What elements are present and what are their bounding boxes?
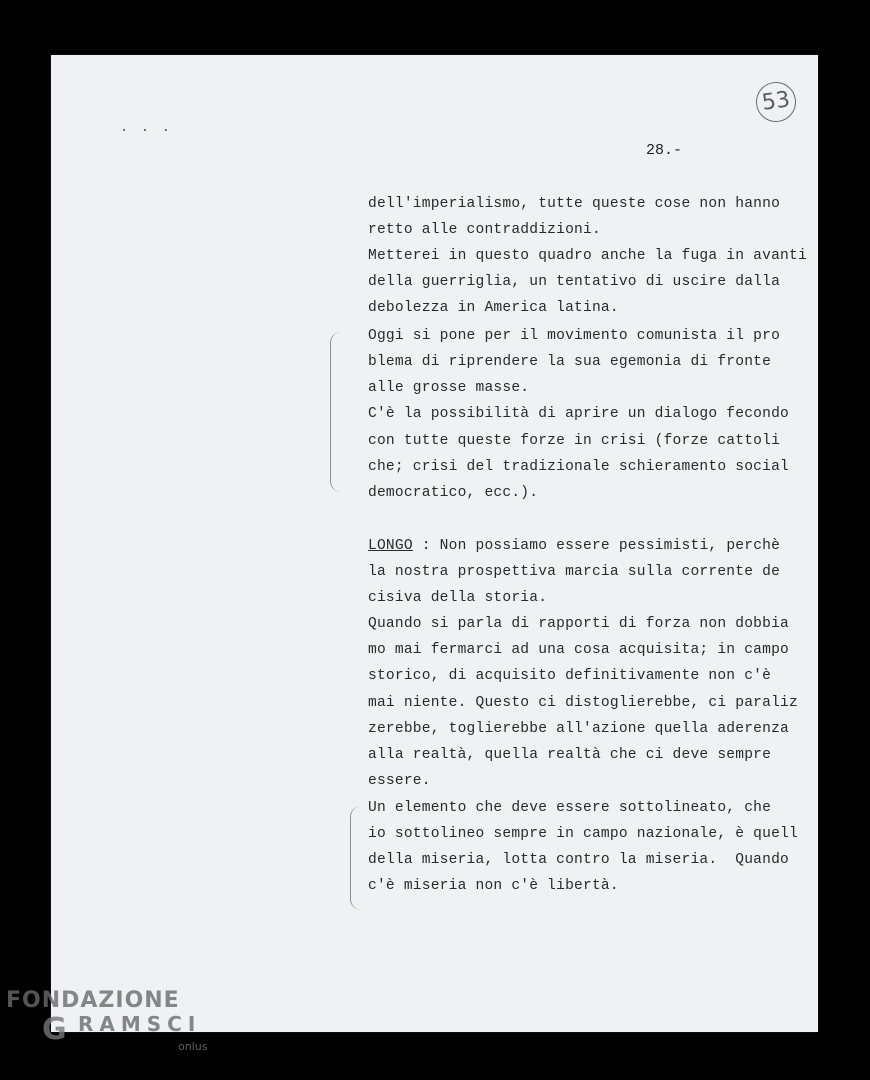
watermark-line1: FONDAZIONE (6, 988, 180, 1013)
archive-number-stamp: 53 (753, 79, 798, 124)
body-line: mai niente. Questo ci distoglierebbe, ci paraliz (368, 695, 798, 711)
fondazione-gramsci-watermark (6, 988, 208, 1053)
corner-marks: . . . (120, 120, 173, 136)
body-line: dell'imperialismo, tutte queste cose non hanno (368, 196, 781, 212)
page-number: 28.- (646, 142, 683, 159)
body-line: io sottolineo sempre in campo nazionale, è quell (368, 826, 798, 842)
body-line: alle grosse masse. (368, 380, 530, 396)
body-line: Oggi si pone per il movimento comunista il pro (368, 328, 781, 344)
watermark-line2: RAMSCI (78, 1012, 202, 1036)
body-line: zerebbe, toglierebbe all'azione quella aderenza (368, 721, 790, 737)
body-line: Quando si parla di rapporti di forza non dobbia (368, 616, 790, 632)
body-line: blema di riprendere la sua egemonia di fronte (368, 354, 772, 370)
body-line: Un elemento che deve essere sottolineato, che (368, 800, 772, 816)
body-line: cisiva della storia. (368, 590, 548, 606)
body-line: essere. (368, 773, 431, 789)
body-line: retto alle contraddizioni. (368, 222, 601, 238)
body-line: C'è la possibilità di aprire un dialogo fecondo (368, 406, 790, 422)
watermark-suffix: onlus (178, 1040, 208, 1053)
margin-bracket-2 (350, 806, 361, 910)
body-line: mo mai fermarci ad una cosa acquisita; in campo (368, 642, 790, 658)
body-line: con tutte queste forze in crisi (forze cattoli (368, 433, 781, 449)
speaker-name: LONGO (368, 538, 413, 554)
body-line: debolezza in America latina. (368, 300, 619, 316)
body-line: della miseria, lotta contro la miseria. Quando (368, 852, 790, 868)
body-line: alla realtà, quella realtà che ci deve sempre (368, 747, 772, 763)
body-line: storico, di acquisito definitivamente non c'è (368, 668, 772, 684)
margin-bracket-1 (330, 332, 341, 492)
body-line: che; crisi del tradizionale schieramento social (368, 459, 790, 475)
speaker-line: LONGO : Non possiamo essere pessimisti, perchè (368, 538, 781, 554)
body-line: della guerriglia, un tentativo di uscire dalla (368, 274, 781, 290)
body-line: la nostra prospettiva marcia sulla corrente de (368, 564, 781, 580)
body-line: democratico, ecc.). (368, 485, 539, 501)
body-line: c'è miseria non c'è libertà. (368, 878, 619, 894)
body-line: Metterei in questo quadro anche la fuga in avanti (368, 248, 807, 264)
watermark-g-logo: G (42, 1012, 68, 1047)
